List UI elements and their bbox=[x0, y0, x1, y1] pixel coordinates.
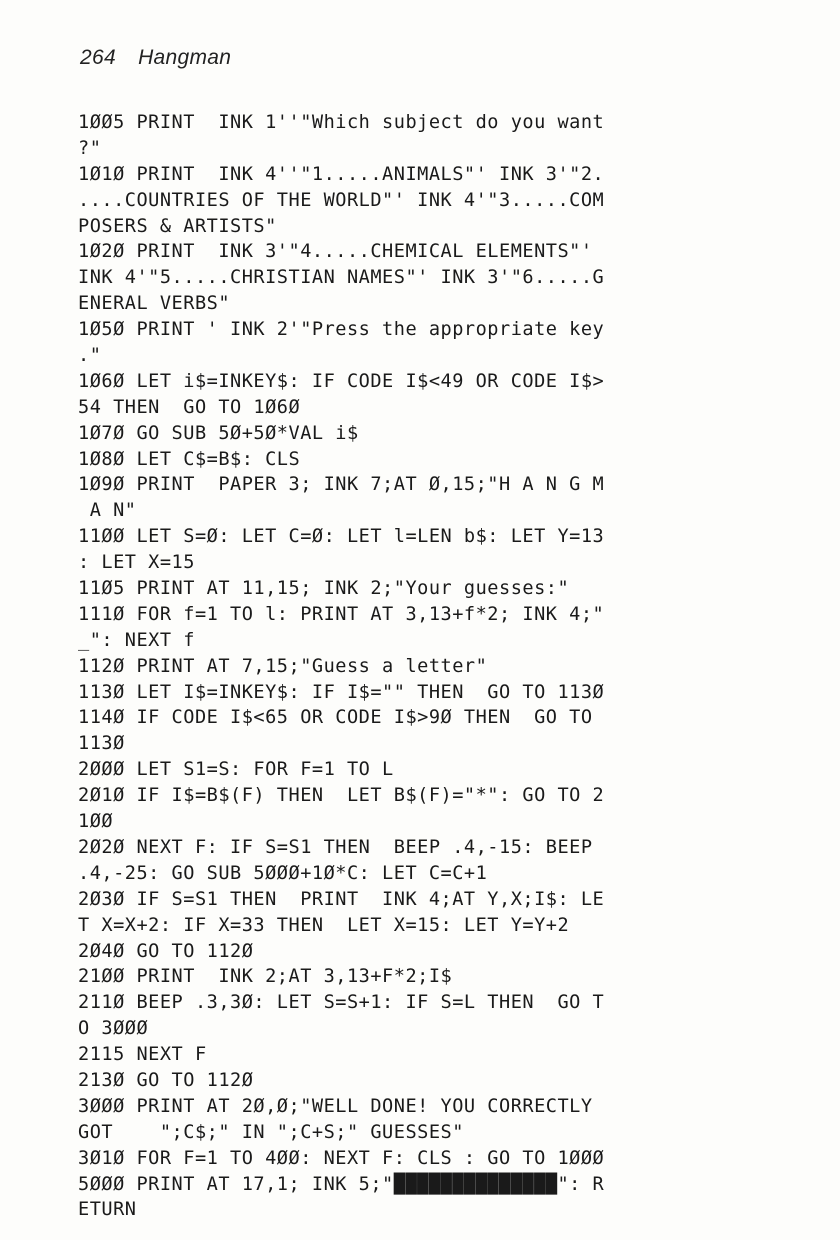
code-line: 11ØØ LET S=Ø: LET C=Ø: LET l=LEN b$: LET Y=13 bbox=[78, 526, 605, 548]
code-line: O 3ØØØ bbox=[78, 1018, 149, 1040]
page-number: 264 bbox=[80, 46, 116, 69]
code-line: ETURN bbox=[78, 1199, 137, 1221]
code-line: ." bbox=[78, 345, 102, 367]
code-line: 2Ø3Ø IF S=S1 THEN PRINT INK 4;AT Y,X;I$: LE bbox=[78, 888, 605, 910]
page-header bbox=[80, 46, 231, 70]
chapter-title: Hangman bbox=[138, 46, 232, 69]
code-line: 1Ø9Ø PRINT PAPER 3; INK 7;AT Ø,15;"H A N G M bbox=[78, 474, 605, 496]
code-line: 113Ø bbox=[78, 733, 125, 755]
code-line: 113Ø LET I$=INKEY$: IF I$="" THEN GO TO 113Ø bbox=[78, 681, 605, 703]
code-line: 111Ø FOR f=1 TO l: PRINT AT 3,13+f*2; INK 4;" bbox=[78, 603, 605, 625]
code-line: T X=X+2: IF X=33 THEN LET X=15: LET Y=Y+2 bbox=[78, 914, 570, 936]
code-line: 2Ø1Ø IF I$=B$(F) THEN LET B$(F)="*": GO TO 2 bbox=[78, 785, 605, 807]
code-line: 1Ø6Ø LET i$=INKEY$: IF CODE I$<49 OR CODE I$> bbox=[78, 370, 605, 392]
code-line: ?" bbox=[78, 137, 102, 159]
code-line: 2ØØØ LET S1=S: FOR F=1 TO L bbox=[78, 759, 394, 781]
basic-program-listing bbox=[78, 110, 758, 1223]
code-line: 2Ø4Ø GO TO 112Ø bbox=[78, 940, 254, 962]
code-line: 211Ø BEEP .3,3Ø: LET S=S+1: IF S=L THEN GO T bbox=[78, 992, 605, 1014]
code-line: 21ØØ PRINT INK 2;AT 3,13+F*2;I$ bbox=[78, 966, 453, 988]
code-line: 1Ø8Ø LET C$=B$: CLS bbox=[78, 448, 301, 470]
code-line: 1ØØ5 PRINT INK 1''"Which subject do you want bbox=[78, 112, 605, 133]
code-line: 213Ø GO TO 112Ø bbox=[78, 1069, 254, 1091]
code-line: 2115 NEXT F bbox=[78, 1044, 207, 1066]
code-line: A N" bbox=[78, 500, 137, 522]
code-line: ....COUNTRIES OF THE WORLD"' INK 4'"3.....COM bbox=[78, 189, 605, 211]
code-line: 1Ø2Ø PRINT INK 3'"4.....CHEMICAL ELEMENTS"' bbox=[78, 241, 593, 263]
code-line: ENERAL VERBS" bbox=[78, 293, 231, 315]
code-line: 1ØØ bbox=[78, 811, 114, 833]
code-line: 54 THEN GO TO 1Ø6Ø bbox=[78, 396, 301, 418]
code-line: 1Ø5Ø PRINT ' INK 2'"Press the appropriate key bbox=[78, 319, 605, 341]
code-line: GOT ";C$;" IN ";C+S;" GUESSES" bbox=[78, 1121, 464, 1143]
code-line: 114Ø IF CODE I$<65 OR CODE I$>9Ø THEN GO TO bbox=[78, 707, 593, 729]
code-line: _": NEXT f bbox=[78, 629, 195, 651]
code-line: 1Ø1Ø PRINT INK 4''"1.....ANIMALS"' INK 3'"2. bbox=[78, 163, 605, 185]
code-line: 11Ø5 PRINT AT 11,15; INK 2;"Your guesses:" bbox=[78, 578, 570, 600]
code-line: 2Ø2Ø NEXT F: IF S=S1 THEN BEEP .4,-15: BEEP bbox=[78, 836, 593, 858]
code-line: 1Ø7Ø GO SUB 5Ø+5Ø*VAL i$ bbox=[78, 422, 359, 444]
code-line: 3Ø1Ø FOR F=1 TO 4ØØ: NEXT F: CLS : GO TO 1ØØØ bbox=[78, 1147, 605, 1169]
code-line: POSERS & ARTISTS" bbox=[78, 215, 277, 237]
code-line: 3ØØØ PRINT AT 2Ø,Ø;"WELL DONE! YOU CORRECTLY bbox=[78, 1095, 593, 1117]
code-line: .4,-25: GO SUB 5ØØØ+1Ø*C: LET C=C+1 bbox=[78, 862, 488, 884]
code-line: 112Ø PRINT AT 7,15;"Guess a letter" bbox=[78, 655, 488, 677]
code-line: 5ØØØ PRINT AT 17,1; INK 5;"██████████████": R bbox=[78, 1173, 605, 1195]
code-line: : LET X=15 bbox=[78, 552, 195, 574]
code-line: INK 4'"5.....CHRISTIAN NAMES"' INK 3'"6.....G bbox=[78, 267, 605, 289]
